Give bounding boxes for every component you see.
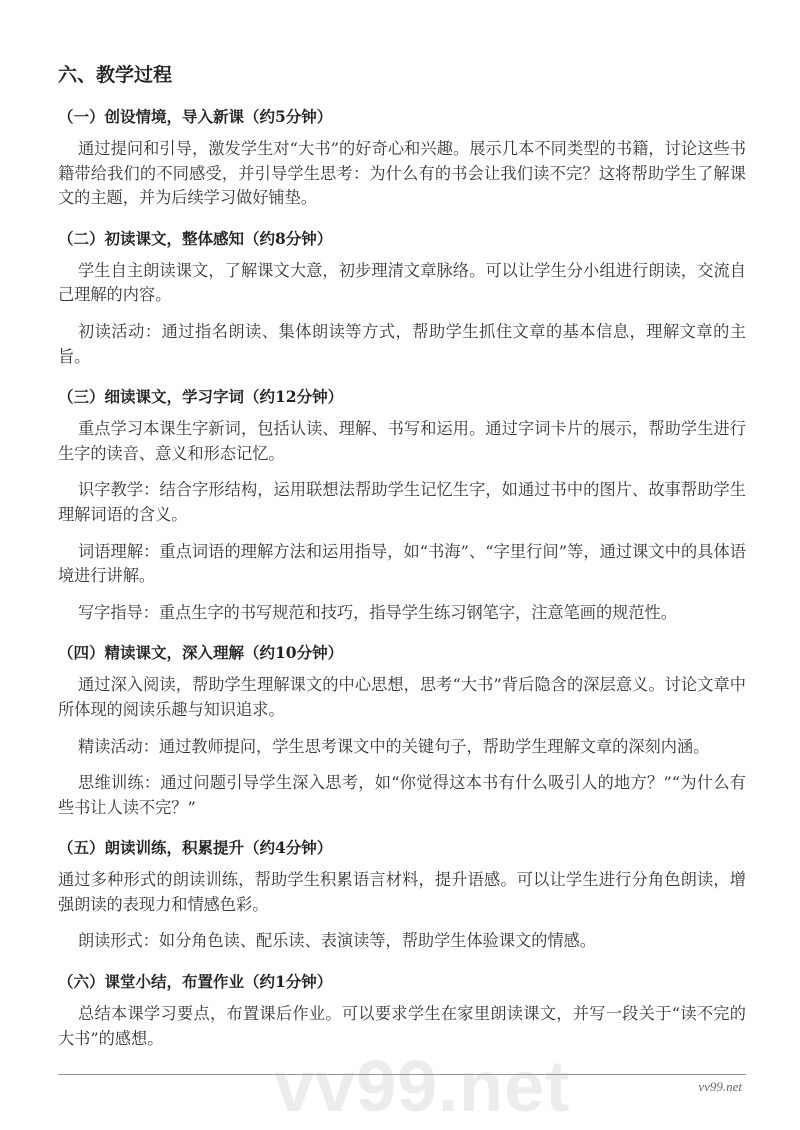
- section-5-heading: （五）朗读训练，积累提升（约4分钟）: [58, 838, 333, 858]
- watermark: vv99.net: [274, 1047, 571, 1128]
- section-5-paragraph: 通过多种形式的朗读训练，帮助学生积累语言材料，提升语感。可以让学生进行分角色朗读，增强朗读的表现力和情感色彩。: [58, 870, 746, 914]
- section-1-paragraph: 通过提问和引导，激发学生对“大书”的好奇心和兴趣。展示几本不同类型的书籍，讨论这些书籍带给我们的不同感受，并引导学生思考：为什么有的书会让我们读不完？这将帮助学生了解课文的主题，并为后续学习做好铺垫。: [58, 139, 746, 208]
- section-2-heading: （二）初读课文，整体感知（约8分钟）: [58, 228, 333, 248]
- footer-divider: [58, 1074, 746, 1075]
- section-3-paragraph: 词语理解：重点词语的理解方法和运用指导，如“书海”、“字里行间”等，通过课文中的具体语境进行讲解。: [58, 541, 746, 586]
- footer-site: vv99.net: [698, 1079, 742, 1094]
- section-4-paragraph: 思维训练：通过问题引导学生深入思考，如“你觉得这本书有什么吸引人的地方？”“为什么有些书让人读不完？”: [58, 773, 746, 817]
- section-2-paragraph: 初读活动：通过指名朗读、集体朗读等方式，帮助学生抓住文章的基本信息，理解文章的主旨。: [58, 321, 746, 366]
- section-3-paragraph: 识字教学：结合字形结构，运用联想法帮助学生记忆生字，如通过书中的图片、故事帮助学生理解词语的含义。: [58, 480, 746, 524]
- page-title: 六、教学过程: [58, 64, 173, 86]
- section-2-paragraph: 学生自主朗读课文，了解课文大意，初步理清文章脉络。可以让学生分小组进行朗读，交流自己理解的内容。: [58, 260, 746, 305]
- section-5-paragraph: 朗读形式：如分角色读、配乐读、表演读等，帮助学生体验课文的情感。: [78, 931, 596, 951]
- section-3-paragraph: 重点学习本课生字新词，包括认读、理解、书写和运用。通过字词卡片的展示，帮助学生进行生字的读音、意义和形态记忆。: [58, 419, 746, 463]
- section-4-paragraph: 通过深入阅读，帮助学生理解课文的中心思想，思考“大书”背后隐含的深层意义。讨论文章中所体现的阅读乐趣与知识追求。: [58, 675, 746, 719]
- section-4-heading: （四）精读课文，深入理解（约10分钟）: [58, 643, 344, 663]
- section-3-paragraph: 写字指导：重点生字的书写规范和技巧，指导学生练习钢笔字，注意笔画的规范性。: [78, 602, 677, 622]
- section-4-paragraph: 精读活动：通过教师提问，学生思考课文中的关键句子，帮助学生理解文章的深刻内涵。: [78, 736, 710, 756]
- section-3-heading: （三）细读课文，学习字词（约12分钟）: [58, 387, 344, 407]
- section-1-heading: （一）创设情境，导入新课（约5分钟）: [58, 107, 333, 126]
- section-6-paragraph: 总结本课学习要点，布置课后作业。可以要求学生在家里朗读课文，并写一段关于“读不完的大书”的感想。: [58, 1004, 746, 1048]
- section-6-heading: （六）课堂小结，布置作业（约1分钟）: [58, 972, 333, 992]
- document-body: [58, 62, 746, 1128]
